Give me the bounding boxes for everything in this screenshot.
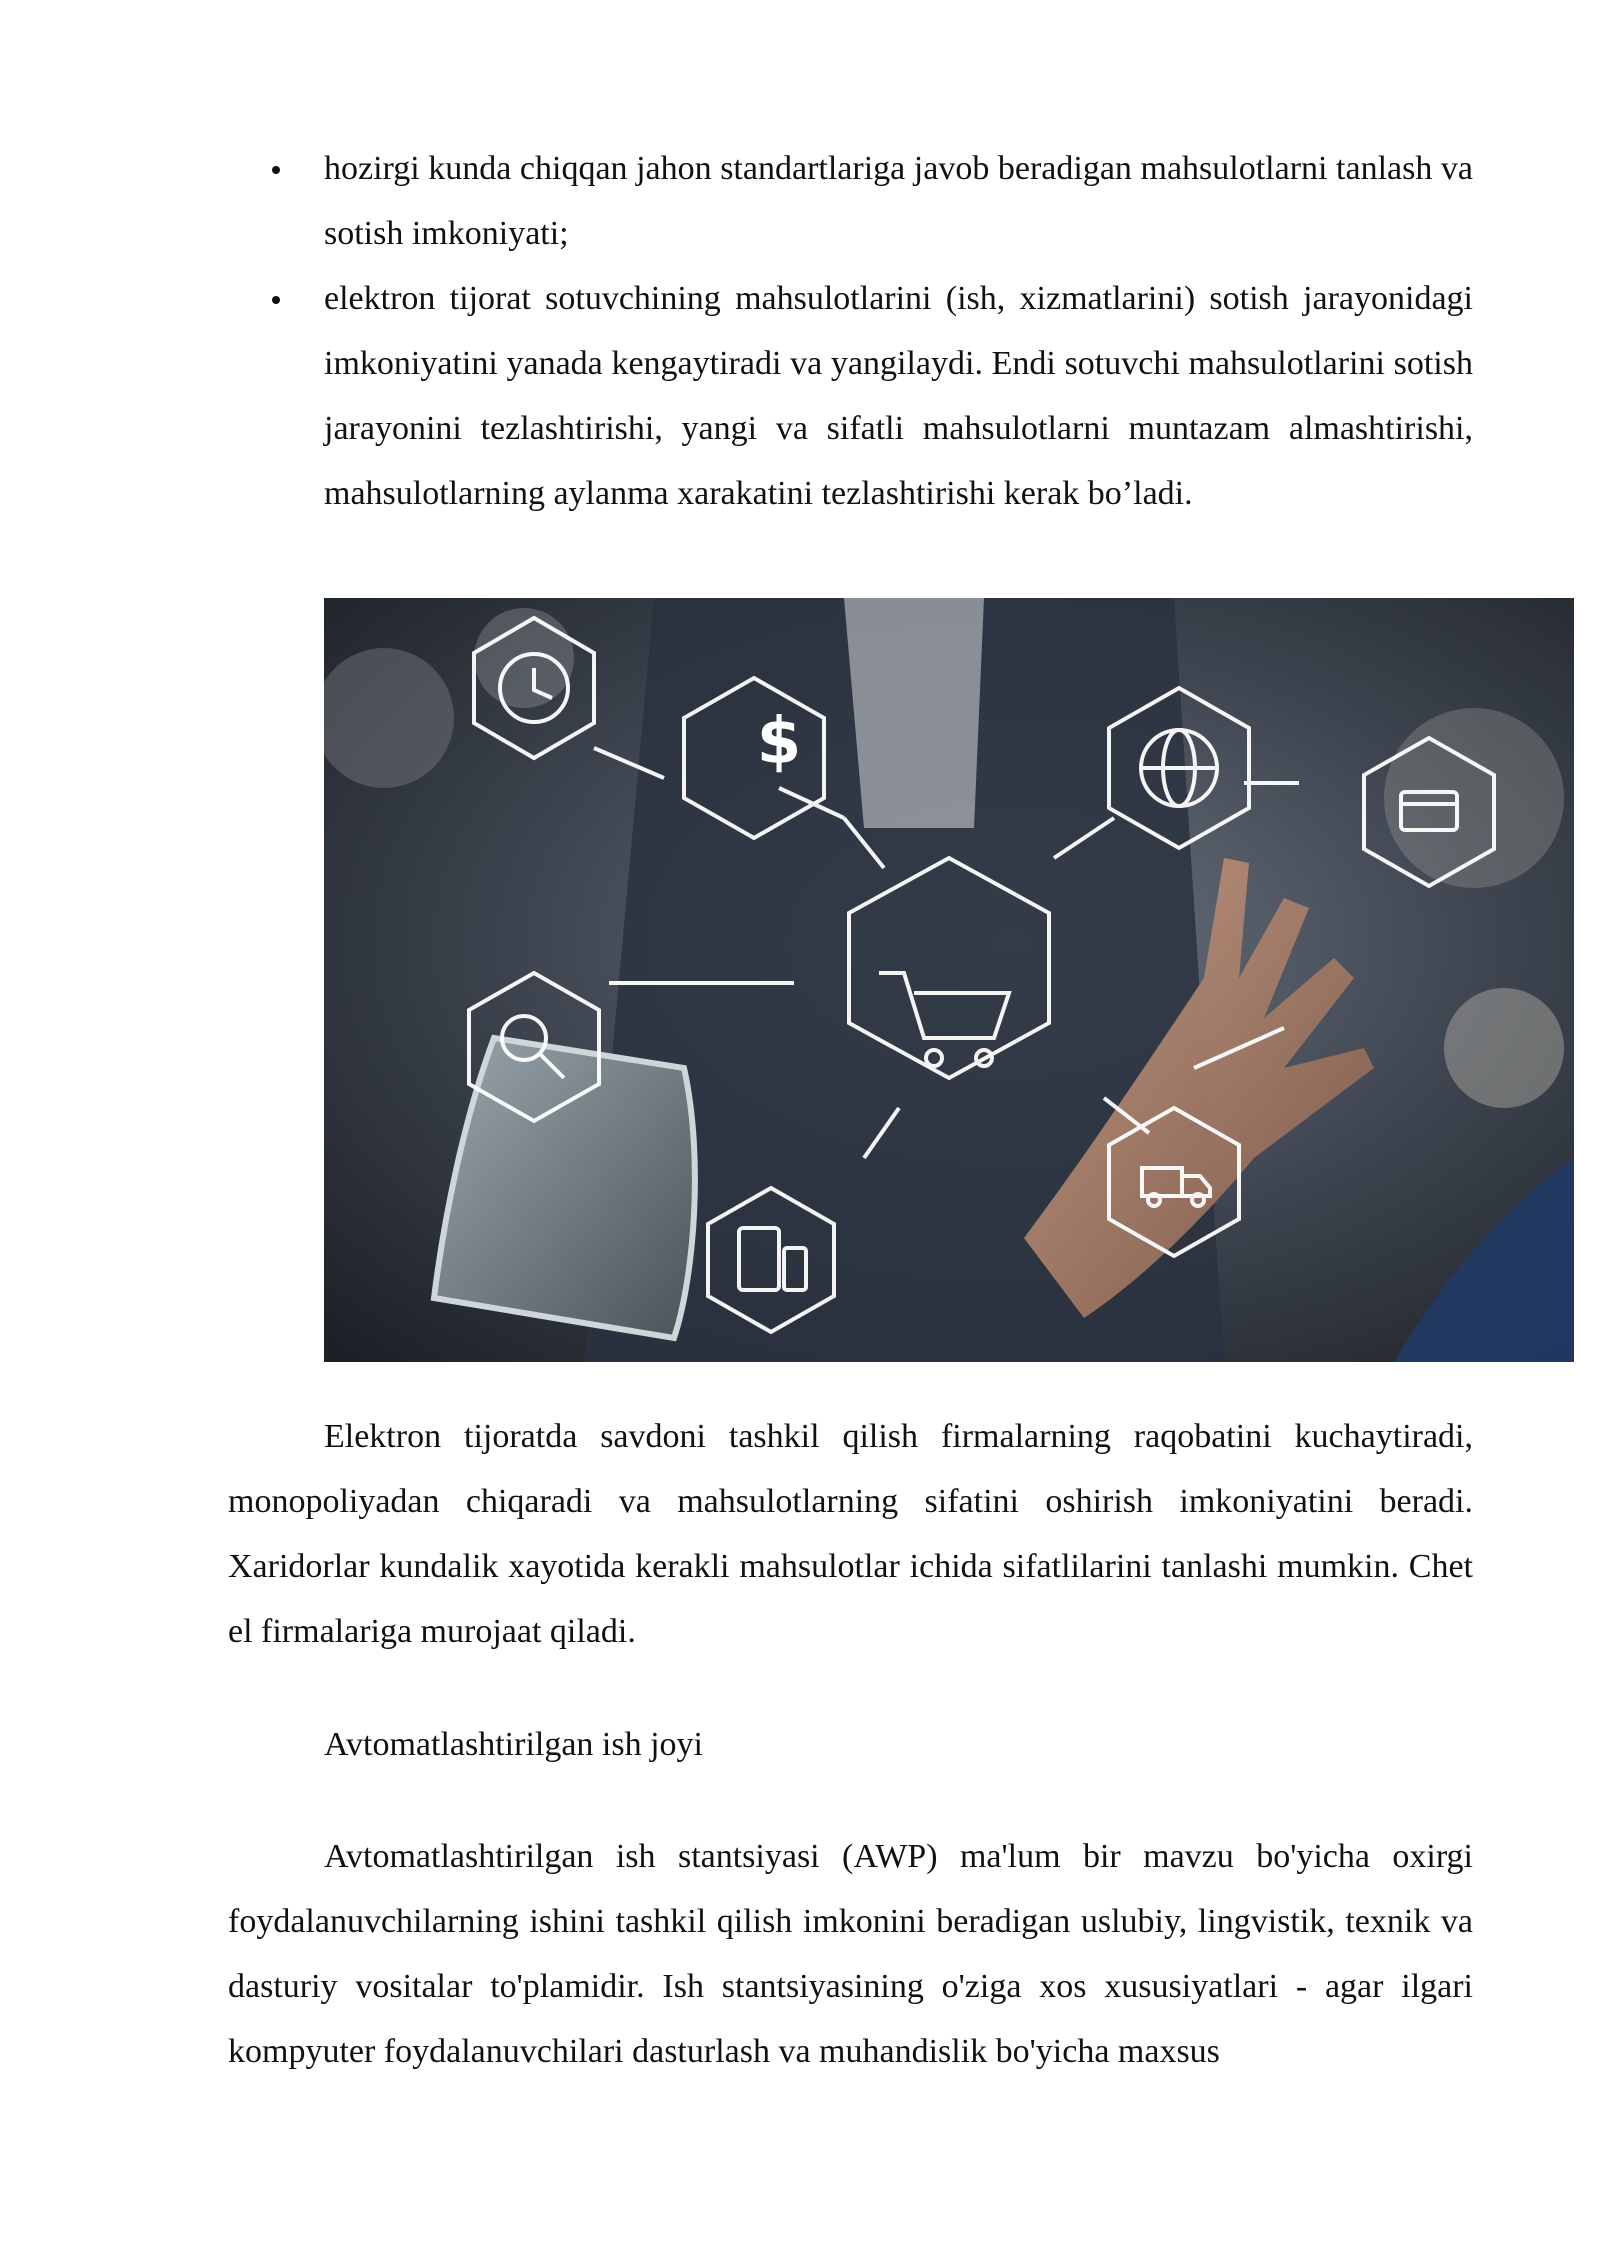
bullet-list (228, 136, 1473, 526)
ecommerce-illustration (324, 598, 1574, 1362)
paragraph-ecommerce: Elektron tijoratda savdoni tashkil qilish firmalarning raqobatini kuchaytiradi, monopoliyadan chiqaradi va mahsulotlarning sifatini oshirish imkoniyatini beradi. Xaridorlar kundalik xayotida kerakli mahsulotlar ichida sifatlilarini tanlashi mumkin. Chet el firmalariga murojaat qiladi. (228, 1418, 1473, 1650)
svg-text:$: $ (756, 705, 802, 779)
bullet-item (228, 136, 1473, 266)
bullet-dot (272, 166, 280, 174)
bullet-text: elektron tijorat sotuvchining mahsulotlarini (ish, xizmatlarini) sotish jarayonidagi imkoniyatini yanada kengaytiradi va yangilaydi. Endi sotuvchi mahsulotlarini sotish jarayonini tezlashtirishi, yangi va sifatli mahsulotlarni muntazam almashtirishi, mahsulotlarning aylanma xarakatini tezlashtirishi kerak bo’ladi. (324, 280, 1473, 512)
bullet-dot (272, 296, 280, 304)
section-heading: Avtomatlashtirilgan ish joyi (324, 1726, 703, 1763)
bullet-text: hozirgi kunda chiqqan jahon standartlariga javob beradigan mahsulotlarni tanlash va sotish imkoniyati; (324, 150, 1473, 252)
paragraph-awp: Avtomatlashtirilgan ish stantsiyasi (AWP) ma'lum bir mavzu bo'yicha oxirgi foydalanuvchilarning ishini tashkil qilish imkonini beradigan uslubiy, lingvistik, texnik va dasturiy vositalar to'plamidir. Ish stantsiyasining o'ziga xos xususiyatlari - agar ilgari kompyuter foydalanuvchilari dasturlash va muhandislik bo'yicha maxsus (228, 1838, 1473, 2070)
bullet-item (228, 266, 1473, 526)
